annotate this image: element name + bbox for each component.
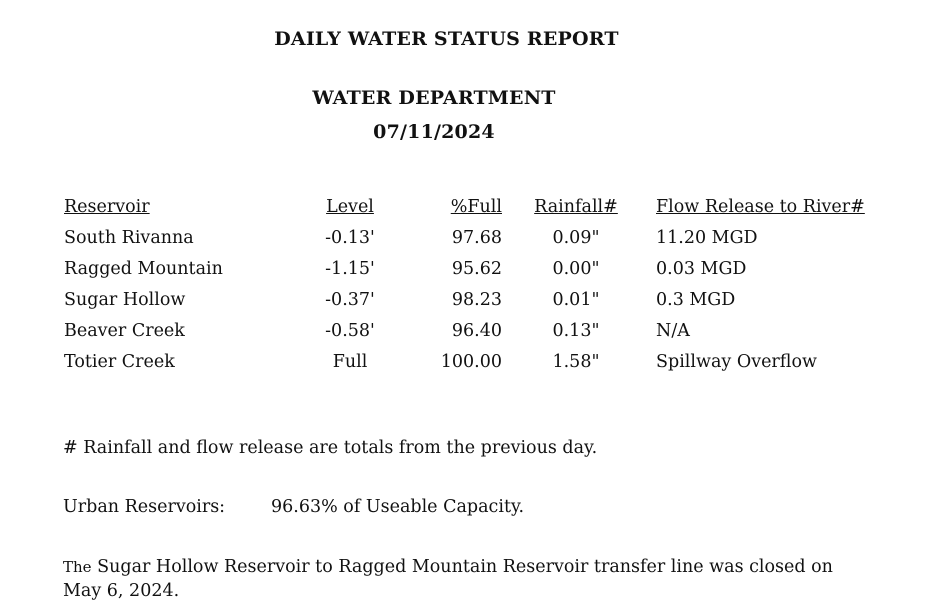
level-value: -1.15' <box>325 259 375 279</box>
rainfall-value: 0.00" <box>552 259 600 279</box>
level-value: -0.13' <box>325 228 375 248</box>
reservoir-name: South Rivanna <box>64 228 194 248</box>
transfer-line-notice <box>63 555 873 603</box>
flow-release-value: Spillway Overflow <box>656 352 817 372</box>
percent-full-value: 100.00 <box>440 352 502 372</box>
reservoir-name: Sugar Hollow <box>64 290 186 310</box>
table-row <box>60 321 886 352</box>
department-name: WATER DEPARTMENT <box>312 87 556 109</box>
flow-release-value: 0.3 MGD <box>656 290 736 310</box>
level-value: -0.37' <box>325 290 375 310</box>
rainfall-footnote: # Rainfall and flow release are totals from the previous day. <box>63 438 598 458</box>
report-date: 07/11/2024 <box>373 121 495 143</box>
column-header-rainfall: Rainfall# <box>534 197 618 217</box>
column-header-flow-release: Flow Release to River# <box>656 197 865 217</box>
percent-full-value: 96.40 <box>451 321 502 341</box>
transfer-line-text: Sugar Hollow Reservoir to Ragged Mountain Reservoir transfer line was closed on May 6, 2024. <box>63 557 833 601</box>
transfer-line-prefix: The <box>63 558 92 576</box>
flow-release-value: 11.20 MGD <box>656 228 758 248</box>
reservoir-name: Totier Creek <box>64 352 175 372</box>
report-title: DAILY WATER STATUS REPORT <box>274 28 619 50</box>
percent-full-value: 97.68 <box>451 228 502 248</box>
percent-full-value: 95.62 <box>451 259 502 279</box>
reservoir-name: Ragged Mountain <box>64 259 223 279</box>
level-value: Full <box>332 352 368 372</box>
table-row <box>60 259 886 290</box>
flow-release-value: N/A <box>656 321 690 341</box>
level-value: -0.58' <box>325 321 375 341</box>
percent-full-value: 98.23 <box>451 290 502 310</box>
rainfall-value: 0.13" <box>552 321 600 341</box>
reservoir-table <box>60 197 886 383</box>
flow-release-value: 0.03 MGD <box>656 259 747 279</box>
urban-reservoirs-value: 96.63% of Useable Capacity. <box>271 497 525 517</box>
table-row <box>60 352 886 383</box>
column-header-level: Level <box>326 197 374 217</box>
column-header-reservoir: Reservoir <box>64 197 150 217</box>
column-header-percent-full: %Full <box>450 197 502 217</box>
rainfall-value: 0.09" <box>552 228 600 248</box>
urban-reservoirs-label: Urban Reservoirs: <box>63 497 226 517</box>
rainfall-value: 0.01" <box>552 290 600 310</box>
table-row <box>60 228 886 259</box>
reservoir-name: Beaver Creek <box>64 321 185 341</box>
urban-reservoirs-summary <box>63 497 524 517</box>
rainfall-value: 1.58" <box>552 352 600 372</box>
table-row <box>60 290 886 321</box>
table-header-row <box>60 197 886 228</box>
